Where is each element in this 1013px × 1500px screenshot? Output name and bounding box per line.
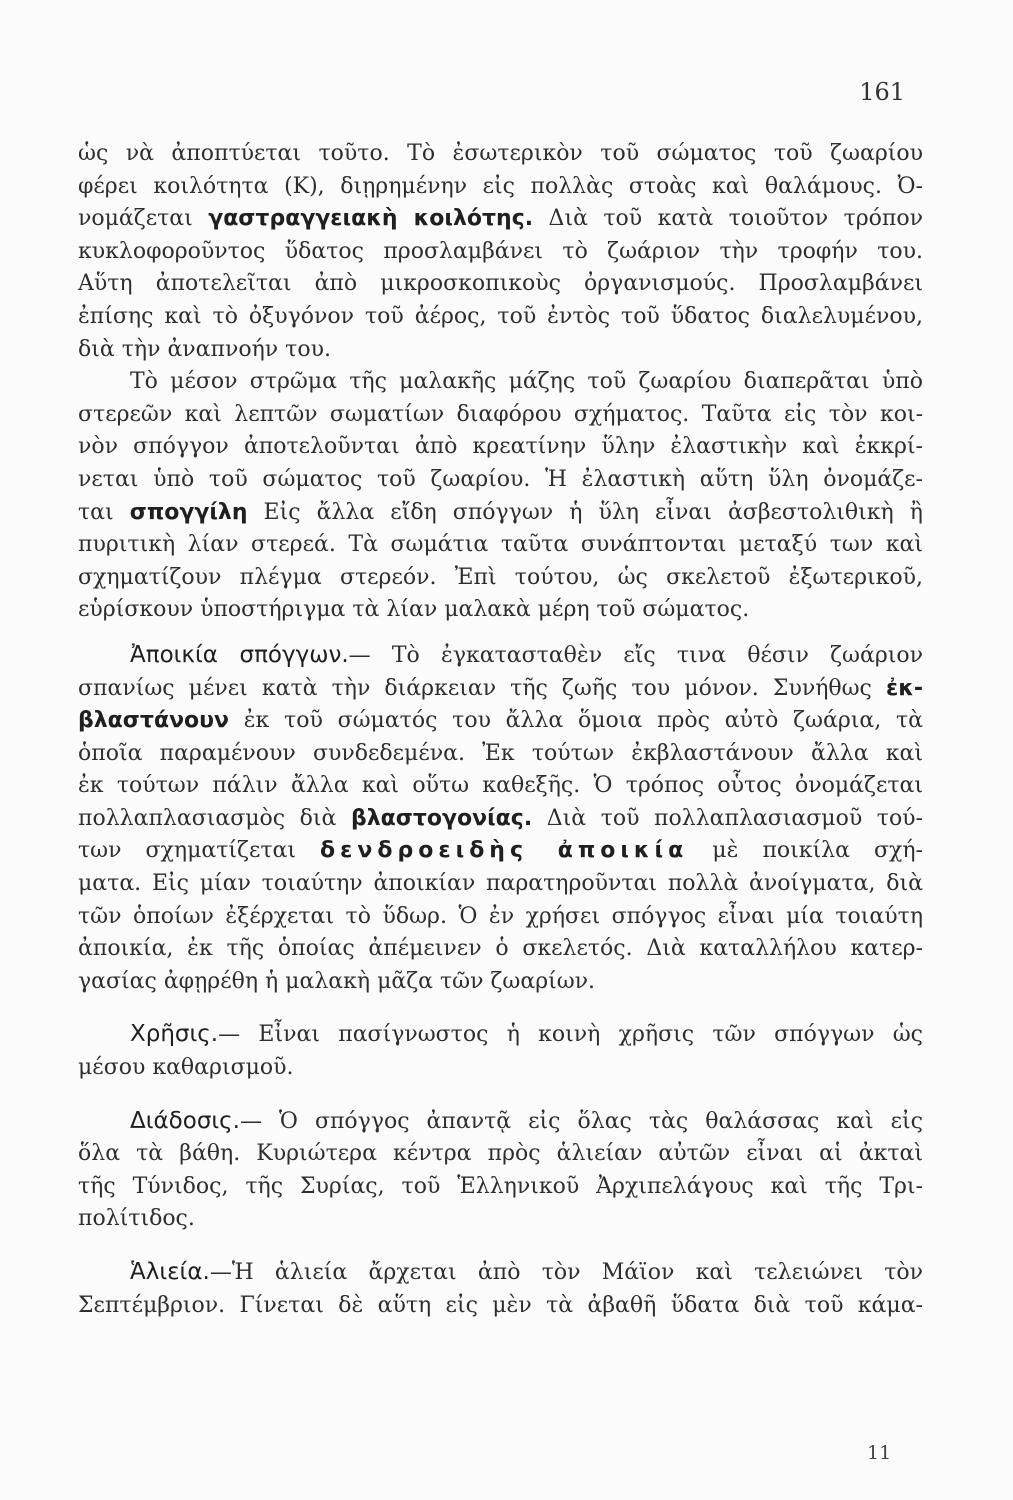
text-segment: σπανίως μένει κατὰ τὴν διάρκειαν τῆς ζωῆς του μόνον. Συνήθως — [78, 675, 886, 701]
text-line — [78, 1256, 923, 1290]
text-segment: Διὰ τοῦ πολλαπλασιασμοῦ τού- — [532, 805, 923, 831]
text-line — [78, 594, 923, 627]
text-segment: Εἰς ἄλλα εἴδη σπόγγων ἡ ὕλη εἶναι ἀσβεστολιθικὴ ἢ — [247, 499, 923, 525]
text-line — [78, 497, 923, 530]
text-segment: — Εἶναι πασίγνωστος ἡ κοινὴ χρῆσις τῶν σπόγγων ὡς — [218, 1022, 923, 1048]
text-segment: ματα. Εἰς μίαν τοιαύτην ἀποικίαν παρατηροῦνται πολλὰ ἀνοίγματα, διὰ — [78, 871, 923, 897]
text-line — [78, 803, 923, 836]
text-line — [78, 464, 923, 497]
text-segment: Τὸ μέσον στρῶμα τῆς μαλακῆς μάζης τοῦ ζωαρίου διαπερᾶται ὑπὸ — [130, 369, 923, 395]
text-segment: Σεπτέμβριον. Γίνεται δὲ αὕτη εἰς μὲν τὰ ἀβαθῆ ὕδατα διὰ τοῦ κάμα- — [78, 1292, 923, 1318]
text-line — [78, 431, 923, 464]
text-line — [78, 933, 923, 966]
text-segment: μὲ ποικίλα σχή- — [688, 838, 923, 864]
text-line — [78, 1018, 923, 1052]
text-line — [78, 673, 923, 706]
text-segment: ἐπίσης καὶ τὸ ὀξυγόνον τοῦ ἀέρος, τοῦ ἐντὸς τοῦ ὕδατος διαλελυμένου, — [78, 303, 923, 329]
text-segment: — Τὸ ἐγκατασταθὲν εἴς τινα θέσιν ζωάριον — [348, 642, 923, 668]
text-line — [78, 529, 923, 562]
text-segment: ὅλα τὰ βάθη. Κυριώτερα κέντρα πρὸς ἁλιείαν αὐτῶν εἶναι αἱ ἀκταὶ — [78, 1141, 923, 1167]
section-heading: Ἁλιεία. — [130, 1259, 210, 1285]
text-line — [78, 138, 923, 171]
emphasized-term: γαστραγγειακὴ κοιλότης. — [208, 206, 534, 232]
text-segment: —Ἡ ἁλιεία ἄρχεται ἀπὸ τὸν Μάϊον καὶ τελειώνει τὸν — [209, 1260, 923, 1285]
emphasized-term: βλαστογονίας. — [350, 805, 533, 831]
text-line — [78, 1052, 923, 1085]
page-body-text — [78, 138, 923, 1322]
text-line — [78, 268, 923, 301]
text-line — [78, 301, 923, 334]
text-segment: ἀποικία, ἐκ τῆς ὁποίας ἀπέμεινεν ὁ σκελετός. Διὰ καταλλήλου κατερ- — [78, 936, 923, 962]
text-segment: — Ὁ σπόγγος ἀπαντᾷ εἰς ὅλας τὰς θαλάσσας καὶ εἰς — [240, 1108, 923, 1134]
text-line — [78, 966, 923, 999]
paragraph-gap — [78, 627, 923, 639]
text-line — [78, 203, 923, 236]
text-line — [78, 639, 923, 673]
text-segment: ται — [78, 499, 130, 525]
emphasized-term: βλαστάνουν — [78, 708, 230, 734]
text-line — [78, 1290, 923, 1323]
text-line — [78, 705, 923, 738]
text-line — [78, 366, 923, 399]
text-segment: τῶν ὁποίων ἐξέρχεται τὸ ὕδωρ. Ὁ ἐν χρήσει σπόγγος εἶναι μία τοιαύτη — [78, 903, 923, 929]
text-segment: μέσου καθαρισμοῦ. — [78, 1055, 294, 1081]
text-segment: νομάζεται — [78, 206, 209, 232]
text-segment: των σχηματίζεται — [78, 838, 321, 864]
text-segment: Διὰ τοῦ κατὰ τοιοῦτον τρόπον — [533, 206, 924, 232]
emphasized-term: δενδροειδὴς ἀποικία — [320, 838, 689, 864]
text-segment: εὑρίσκουν ὑποστήριγμα τὰ λίαν μαλακὰ μέρη τοῦ σώματος. — [78, 597, 750, 623]
paragraph-gap — [78, 1236, 923, 1256]
section-heading: Χρῆσις. — [130, 1021, 219, 1048]
text-segment: σχηματίζουν πλέγμα στερεόν. Ἐπὶ τούτου, ὡς σκελετοῦ ἐξωτερικοῦ, — [78, 564, 923, 590]
text-segment: ὡς νὰ ἀποπτύεται τοῦτο. Τὸ ἐσωτερικὸν τοῦ σώματος τοῦ ζωαρίου — [78, 141, 923, 166]
text-segment: νὸν σπόγγον ἀποτελοῦνται ἀπὸ κρεατίνην ὕλην ἐλαστικὴν καὶ ἐκκρί- — [78, 434, 923, 460]
section-heading: Ἀποικία σπόγγων. — [130, 641, 349, 668]
text-segment: πολλαπλασιασμὸς διὰ — [78, 805, 351, 831]
text-segment: διὰ τὴν ἀναπνοήν του. — [78, 336, 331, 362]
text-line — [78, 399, 923, 432]
text-segment: πυριτικὴ λίαν στερεά. Τὰ σωμάτια ταῦτα συνάπτονται μεταξύ των καὶ — [78, 532, 923, 558]
paragraph-gap — [78, 998, 923, 1018]
text-line — [78, 738, 923, 771]
text-segment: πολίτιδος. — [78, 1206, 195, 1232]
text-line — [78, 901, 923, 934]
text-segment: γασίας ἀφῃρέθη ἡ μαλακὴ μᾶζα τῶν ζωαρίων. — [78, 968, 596, 994]
text-line — [78, 835, 923, 868]
text-line — [78, 770, 923, 803]
text-segment: κυκλοφοροῦντος ὕδατος προσλαμβάνει τὸ ζωάριον τὴν τροφήν του. — [78, 238, 923, 264]
text-line — [78, 236, 923, 269]
section-heading: Διάδοσις. — [130, 1107, 240, 1134]
text-segment: ἐκ τοῦ σώματός του ἄλλα ὅμοια πρὸς αὐτὸ ζωάρια, τὰ — [229, 708, 923, 734]
text-line — [78, 868, 923, 901]
text-segment: τῆς Τύνιδος, τῆς Συρίας, τοῦ Ἑλληνικοῦ Ἀρχιπελάγους καὶ τῆς Τρι- — [78, 1173, 923, 1199]
text-line — [78, 562, 923, 595]
text-segment: ἐκ τούτων πάλιν ἄλλα καὶ οὕτω καθεξῆς. Ὁ τρόπος οὗτος ὀνομάζεται — [78, 773, 923, 799]
text-segment: Αὕτη ἀποτελεῖται ἀπὸ μικροσκοπικοὺς ὀργανισμούς. Προσλαμβάνει — [78, 271, 923, 297]
signature-mark: 11 — [867, 1442, 892, 1464]
text-line — [78, 171, 923, 204]
text-segment: ὁποῖα παραμένουν συνδεδεμένα. Ἐκ τούτων ἐκβλαστάνουν ἄλλα καὶ — [78, 740, 923, 766]
text-line — [78, 1171, 923, 1204]
text-line — [78, 1138, 923, 1171]
page-number: 161 — [859, 78, 905, 106]
paragraph-gap — [78, 1085, 923, 1105]
emphasized-term: σπογγίλη — [129, 499, 248, 525]
text-segment: στερεῶν καὶ λεπτῶν σωματίων διαφόρου σχήματος. Ταῦτα εἰς τὸν κοι- — [78, 401, 923, 427]
emphasized-term: ἐκ- — [885, 675, 923, 701]
text-segment: νεται ὑπὸ τοῦ σώματος τοῦ ζωαρίου. Ἡ ἐλαστικὴ αὕτη ὕλη ὀνομάζε- — [78, 466, 923, 492]
text-line — [78, 1203, 923, 1236]
text-segment: φέρει κοιλότητα (Κ), διῃρημένην εἰς πολλὰς στοὰς καὶ θαλάμους. Ὀ- — [78, 173, 923, 199]
text-line — [78, 334, 923, 367]
text-line — [78, 1105, 923, 1139]
